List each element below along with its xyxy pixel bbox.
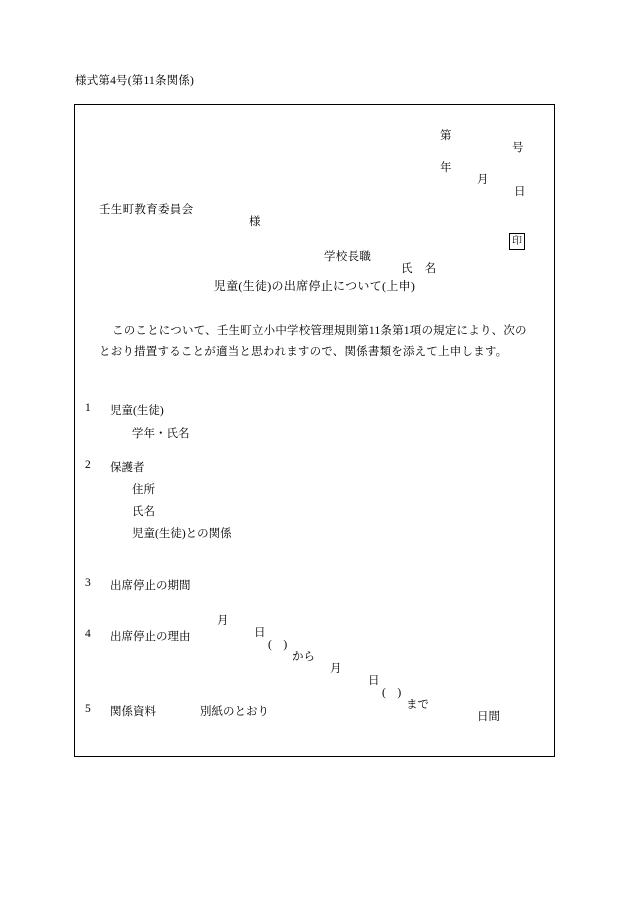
period-to-label: まで xyxy=(406,699,429,711)
period-from-label: から xyxy=(292,651,315,663)
period-month-1: 月 xyxy=(217,615,229,627)
sender-title: 学校長職 xyxy=(324,251,372,263)
item-4-label: 出席停止の理由 xyxy=(110,631,191,643)
item-3-number: 3 xyxy=(85,577,91,589)
item-2-subline-2: 氏名 xyxy=(132,506,155,518)
document-number-prefix: 第 xyxy=(440,130,452,142)
seal-box: 印 xyxy=(509,233,525,250)
document-title: 児童(生徒)の出席停止について(上申) xyxy=(213,279,416,293)
period-day-1: 日 xyxy=(254,627,266,639)
document-frame xyxy=(74,104,555,757)
form-number-label: 様式第4号(第11条関係) xyxy=(75,75,195,87)
period-weekday-2: ( ) xyxy=(382,687,402,699)
period-month-2: 月 xyxy=(330,663,342,675)
item-2-subline-3: 児童(生徒)との関係 xyxy=(132,528,232,540)
item-1-label: 児童(生徒) xyxy=(110,405,164,417)
period-weekday-1: ( ) xyxy=(268,639,288,651)
period-days-label: 日間 xyxy=(477,711,500,723)
document-date-line xyxy=(440,147,540,207)
date-day-label: 日 xyxy=(514,186,526,198)
item-1-number: 1 xyxy=(85,402,91,414)
item-2-label: 保護者 xyxy=(110,462,145,474)
item-5-value: 別紙のとおり xyxy=(200,706,269,718)
sender-name: 氏 名 xyxy=(401,263,437,275)
item-5-label: 関係資料 xyxy=(110,706,156,718)
item-1-subline-1: 学年・氏名 xyxy=(132,428,190,440)
addressee-line xyxy=(99,189,261,237)
date-year-label: 年 xyxy=(440,162,452,174)
document-body-text: このことについて、壬生町立小中学校管理規則第11条第1項の規定により、次のとおり措置することが適当と思われますので、関係書類を添えて上申します。 xyxy=(99,325,527,358)
addressee-name: 壬生町教育委員会 xyxy=(99,204,194,216)
item-4-number: 4 xyxy=(85,628,91,640)
date-month-label: 月 xyxy=(477,174,489,186)
item-2-number: 2 xyxy=(85,459,91,471)
period-day-2: 日 xyxy=(368,675,380,687)
document-number-suffix: 号 xyxy=(512,142,524,154)
item-3-label: 出席停止の期間 xyxy=(110,580,191,592)
addressee-honorific: 様 xyxy=(249,216,261,228)
item-2-subline-1: 住所 xyxy=(132,484,155,496)
item-5-number: 5 xyxy=(85,703,91,715)
